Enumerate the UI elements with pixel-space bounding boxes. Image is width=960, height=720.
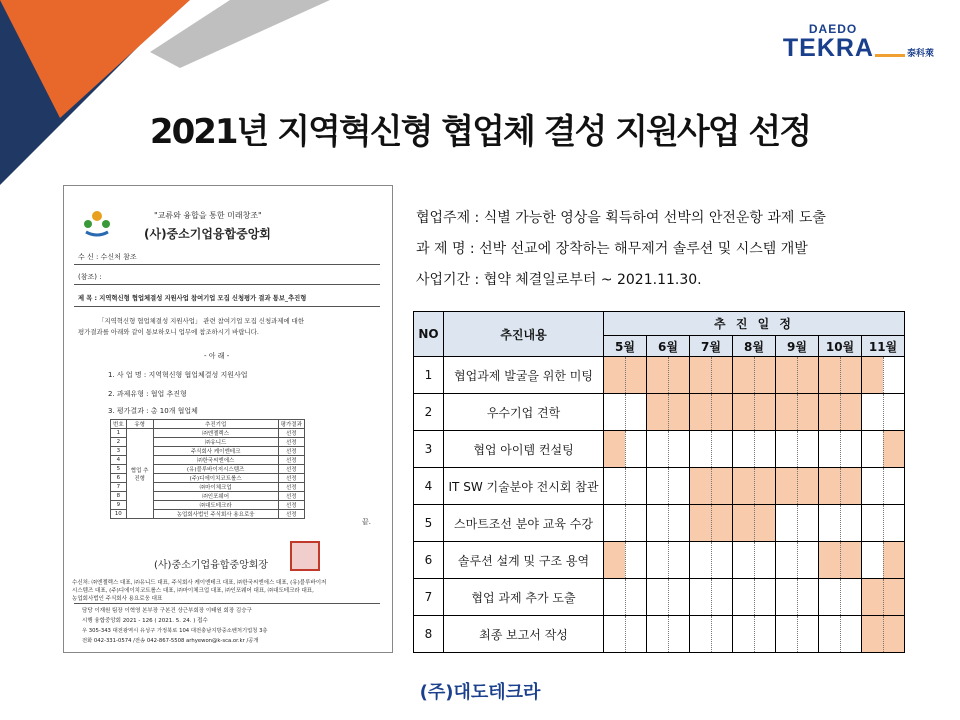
schedule-cell-active: [883, 579, 905, 616]
schedule-cell-empty: [711, 542, 733, 579]
brand-hanja: 泰科萊: [906, 49, 934, 59]
doc-table-header: 유형: [126, 420, 153, 429]
schedule-cell-empty: [604, 579, 626, 616]
schedule-cell-active: [625, 357, 647, 394]
schedule-cell-active: [668, 394, 690, 431]
project-name: 과 제 명 : 선박 선교에 장착하는 해무제거 솔루션 및 시스템 개발: [416, 241, 808, 257]
doc-recipients-2: 시스템즈 대표, (주)디에이치코트롤스 대표, ㈜마이체크업 대표, ㈜인포웨어 대표, ㈜대도테크라 대표,: [72, 588, 314, 594]
doc-approvals: 담당 이재원 팀장 이혁영 본부장 구본건 상근부회장 이태원 회장 김승구: [82, 608, 252, 614]
doc-row-result: 선정: [278, 456, 304, 465]
row-number: 4: [414, 468, 444, 505]
doc-to: 수 신 : 수신처 참조: [78, 253, 137, 261]
brand-line2: TEKRA: [782, 34, 874, 62]
doc-recipients-1: 수신처: ㈜엔젤렉스 대표, ㈜유니드 대표, 주식회사 케이엔테크 대표, ㈜한국씨엔에스 대표, (유)블루바이저: [72, 580, 327, 586]
schedule-cell-active: [733, 505, 755, 542]
schedule-cell-empty: [797, 542, 819, 579]
doc-row-result: 선정: [278, 474, 304, 483]
brand-line1: DAEDO: [808, 22, 858, 36]
schedule-cell-active: [754, 394, 776, 431]
doc-row-name: (유)블루바이저시스템즈: [153, 465, 278, 474]
schedule-table: [413, 311, 905, 653]
schedule-cell-empty: [733, 542, 755, 579]
schedule-cell-empty: [625, 616, 647, 653]
project-period: 사업기간 : 협약 체결일로부터 ~ 2021.11.30.: [416, 272, 702, 288]
doc-row-no: 2: [111, 438, 127, 447]
schedule-row: [414, 357, 905, 394]
brand-bar: [875, 54, 905, 57]
schedule-cell-empty: [625, 505, 647, 542]
schedule-cell-active: [819, 542, 841, 579]
schedule-cell-empty: [625, 394, 647, 431]
row-task: 협업 아이템 컨설팅: [444, 431, 604, 468]
row-task: 협업과제 발굴을 위한 미팅: [444, 357, 604, 394]
doc-row-name: 농업회사법인 주식회사 용요로웅: [153, 510, 278, 519]
schedule-cell-active: [647, 357, 669, 394]
row-task: 협업 과제 추가 도출: [444, 579, 604, 616]
doc-end-mark: 끝.: [362, 518, 371, 526]
doc-row-name: ㈜대도테크라: [153, 501, 278, 510]
doc-row-name: 주식회사 케이엔테크: [153, 447, 278, 456]
doc-signature: (사)중소기업융합중앙회장: [154, 560, 269, 571]
doc-below: - 아 래 -: [204, 352, 230, 360]
schedule-cell-active: [690, 468, 712, 505]
row-number: 2: [414, 394, 444, 431]
schedule-cell-empty: [754, 431, 776, 468]
schedule-cell-empty: [862, 468, 884, 505]
doc-table-header: 번호: [111, 420, 127, 429]
schedule-cell-active: [862, 357, 884, 394]
org-emblem-icon: [82, 208, 112, 238]
schedule-row: [414, 394, 905, 431]
month-header: 9월: [776, 336, 819, 357]
official-document: [63, 185, 393, 653]
schedule-cell-empty: [819, 616, 841, 653]
doc-row-result: 선정: [278, 465, 304, 474]
doc-row-result: 선정: [278, 501, 304, 510]
schedule-cell-active: [819, 394, 841, 431]
schedule-cell-empty: [840, 505, 862, 542]
doc-row-name: ㈜마이체크업: [153, 483, 278, 492]
schedule-cell-empty: [668, 542, 690, 579]
schedule-cell-active: [690, 505, 712, 542]
header-schedule: 추 진 일 정: [604, 312, 905, 336]
doc-row-no: 9: [111, 501, 127, 510]
schedule-cell-active: [711, 505, 733, 542]
doc-row-no: 8: [111, 492, 127, 501]
schedule-cell-empty: [883, 394, 905, 431]
doc-row-result: 선정: [278, 447, 304, 456]
corner-decoration: [0, 0, 340, 205]
schedule-row: [414, 468, 905, 505]
schedule-cell-active: [883, 616, 905, 653]
month-header: 10월: [819, 336, 862, 357]
schedule-cell-empty: [625, 468, 647, 505]
schedule-cell-active: [733, 357, 755, 394]
row-task: IT SW 기술분야 전시회 참관: [444, 468, 604, 505]
schedule-cell-active: [754, 505, 776, 542]
schedule-cell-empty: [668, 505, 690, 542]
schedule-cell-empty: [604, 394, 626, 431]
schedule-cell-empty: [840, 431, 862, 468]
header-task: 추진내용: [444, 312, 604, 357]
header-no: NO: [414, 312, 444, 357]
schedule-cell-empty: [604, 505, 626, 542]
doc-ref: (참조) :: [78, 273, 102, 281]
schedule-cell-empty: [711, 431, 733, 468]
schedule-cell-active: [776, 394, 798, 431]
schedule-cell-empty: [668, 431, 690, 468]
schedule-cell-active: [776, 357, 798, 394]
schedule-cell-empty: [883, 468, 905, 505]
schedule-cell-empty: [604, 468, 626, 505]
month-header: 6월: [647, 336, 690, 357]
month-header: 11월: [862, 336, 905, 357]
schedule-cell-empty: [711, 579, 733, 616]
schedule-cell-empty: [733, 616, 755, 653]
doc-row-name: ㈜유니드: [153, 438, 278, 447]
schedule-cell-empty: [625, 542, 647, 579]
schedule-cell-active: [776, 468, 798, 505]
doc-divider: [74, 306, 380, 307]
schedule-cell-empty: [819, 579, 841, 616]
schedule-cell-empty: [797, 505, 819, 542]
brand-logo: [783, 22, 934, 60]
schedule-cell-active: [733, 468, 755, 505]
official-stamp-icon: [290, 541, 320, 571]
doc-item-1: 1. 사 업 명 : 지역혁신형 협업체결성 지원사업: [108, 371, 248, 379]
doc-org: (사)중소기업융합중앙회: [144, 227, 271, 241]
schedule-cell-active: [604, 542, 626, 579]
schedule-cell-active: [604, 431, 626, 468]
schedule-cell-empty: [776, 616, 798, 653]
doc-row-result: 선정: [278, 438, 304, 447]
schedule-cell-empty: [754, 579, 776, 616]
schedule-cell-empty: [668, 579, 690, 616]
doc-item-3: 3. 평가결과 : 총 10개 협업체: [108, 407, 198, 415]
schedule-cell-active: [862, 579, 884, 616]
doc-row-name: ㈜엔젤렉스: [153, 429, 278, 438]
schedule-cell-active: [690, 357, 712, 394]
schedule-cell-empty: [754, 616, 776, 653]
doc-body-1: 「지역혁신형 협업체결성 지원사업」 관련 참여기업 모집 신청과제에 대한: [98, 317, 305, 325]
schedule-cell-active: [711, 394, 733, 431]
doc-results-table: [110, 419, 305, 519]
doc-row-name: (주)디에이치코트롤스: [153, 474, 278, 483]
schedule-cell-empty: [647, 542, 669, 579]
schedule-cell-active: [711, 357, 733, 394]
company-name-footer: (주)대도테크라: [419, 682, 541, 703]
schedule-cell-empty: [690, 542, 712, 579]
schedule-cell-empty: [711, 616, 733, 653]
doc-item-2: 2. 과제유형 : 협업 추진형: [108, 390, 187, 398]
doc-group-type: 협업 추진형: [126, 429, 153, 519]
schedule-cell-active: [883, 431, 905, 468]
schedule-cell-empty: [776, 505, 798, 542]
schedule-cell-empty: [862, 542, 884, 579]
doc-divider: [74, 264, 380, 265]
schedule-cell-empty: [668, 468, 690, 505]
schedule-cell-empty: [690, 616, 712, 653]
schedule-cell-active: [819, 468, 841, 505]
schedule-row: [414, 505, 905, 542]
schedule-cell-empty: [668, 616, 690, 653]
doc-row-no: 3: [111, 447, 127, 456]
schedule-cell-active: [797, 357, 819, 394]
doc-table-header: 평가결과: [278, 420, 304, 429]
schedule-cell-empty: [690, 431, 712, 468]
schedule-cell-empty: [840, 616, 862, 653]
schedule-row: [414, 542, 905, 579]
schedule-cell-empty: [883, 505, 905, 542]
schedule-cell-active: [754, 468, 776, 505]
schedule-cell-empty: [883, 357, 905, 394]
schedule-cell-empty: [862, 505, 884, 542]
schedule-cell-active: [883, 542, 905, 579]
schedule-cell-empty: [733, 431, 755, 468]
schedule-cell-empty: [862, 431, 884, 468]
doc-row-no: 10: [111, 510, 127, 519]
schedule-cell-active: [690, 394, 712, 431]
doc-row-no: 1: [111, 429, 127, 438]
row-number: 3: [414, 431, 444, 468]
doc-body-2: 평가결과를 아래와 같이 통보하오니 업무에 참조하시기 바랍니다.: [78, 328, 259, 336]
row-number: 7: [414, 579, 444, 616]
schedule-row: [414, 616, 905, 653]
row-number: 1: [414, 357, 444, 394]
doc-footer-1: 시행 융합중앙회 2021 - 126 ( 2021. 5. 24. ) 접수: [82, 618, 208, 624]
doc-footer-2: 우 305-343 대전광역시 유성구 가정북로 104 대전충남지방중소벤처기업청 3층: [82, 628, 268, 634]
doc-motto: "교류와 융합을 통한 미래창조": [154, 211, 262, 220]
doc-row-name: ㈜인포웨어: [153, 492, 278, 501]
doc-row-no: 6: [111, 474, 127, 483]
schedule-cell-active: [840, 357, 862, 394]
row-task: 스마트조선 분야 교육 수강: [444, 505, 604, 542]
month-header: 8월: [733, 336, 776, 357]
schedule-cell-empty: [797, 616, 819, 653]
schedule-cell-empty: [776, 431, 798, 468]
schedule-cell-empty: [733, 579, 755, 616]
schedule-cell-active: [797, 468, 819, 505]
schedule-cell-empty: [647, 431, 669, 468]
schedule-cell-empty: [797, 431, 819, 468]
doc-row-result: 선정: [278, 510, 304, 519]
doc-row-no: 5: [111, 465, 127, 474]
schedule-cell-empty: [797, 579, 819, 616]
project-topic: 협업주제 : 식별 가능한 영상을 획득하여 선박의 안전운항 과제 도출: [416, 210, 826, 226]
doc-row-result: 선정: [278, 483, 304, 492]
schedule-cell-empty: [690, 579, 712, 616]
schedule-cell-active: [840, 468, 862, 505]
schedule-cell-active: [711, 468, 733, 505]
doc-row-no: 7: [111, 483, 127, 492]
schedule-cell-empty: [625, 431, 647, 468]
schedule-cell-empty: [819, 431, 841, 468]
schedule-cell-empty: [862, 394, 884, 431]
schedule-cell-active: [797, 394, 819, 431]
schedule-cell-active: [754, 357, 776, 394]
month-header: 7월: [690, 336, 733, 357]
schedule-cell-active: [647, 394, 669, 431]
doc-row-result: 선정: [278, 429, 304, 438]
schedule-cell-active: [733, 394, 755, 431]
doc-footer-3: 전화 042-331-0574 /전송 042-867-5508 arhyewon@k-sca.or.kr /공개: [82, 638, 259, 644]
row-task: 최종 보고서 작성: [444, 616, 604, 653]
row-number: 8: [414, 616, 444, 653]
schedule-cell-active: [862, 616, 884, 653]
schedule-cell-empty: [754, 542, 776, 579]
schedule-row: [414, 579, 905, 616]
doc-row-result: 선정: [278, 492, 304, 501]
row-task: 솔루션 설계 및 구조 용역: [444, 542, 604, 579]
schedule-cell-active: [604, 357, 626, 394]
schedule-cell-empty: [776, 542, 798, 579]
doc-subject: 제 목 : 지역혁신형 협업체결성 지원사업 참여기업 모집 신청평가 결과 통보_추진형: [78, 295, 307, 302]
doc-row-no: 4: [111, 456, 127, 465]
row-task: 우수기업 견학: [444, 394, 604, 431]
schedule-cell-active: [840, 542, 862, 579]
schedule-cell-empty: [840, 579, 862, 616]
schedule-cell-empty: [604, 616, 626, 653]
schedule-cell-empty: [647, 505, 669, 542]
doc-recipients-3: 농업회사법인 주식회사 용요로웅 대표: [72, 596, 163, 602]
schedule-cell-empty: [819, 505, 841, 542]
page-title: 2021년 지역혁신형 협업체 결성 지원사업 선정: [149, 112, 811, 152]
schedule-cell-active: [668, 357, 690, 394]
row-number: 6: [414, 542, 444, 579]
schedule-cell-empty: [647, 616, 669, 653]
doc-divider: [74, 284, 380, 285]
doc-divider: [74, 603, 380, 604]
schedule-cell-active: [819, 357, 841, 394]
doc-table-header: 추진기업: [153, 420, 278, 429]
schedule-cell-empty: [647, 579, 669, 616]
schedule-cell-empty: [776, 579, 798, 616]
row-number: 5: [414, 505, 444, 542]
schedule-cell-empty: [625, 579, 647, 616]
schedule-row: [414, 431, 905, 468]
schedule-cell-active: [840, 394, 862, 431]
doc-row-name: ㈜한국씨엔에스: [153, 456, 278, 465]
schedule-cell-empty: [647, 468, 669, 505]
month-header: 5월: [604, 336, 647, 357]
